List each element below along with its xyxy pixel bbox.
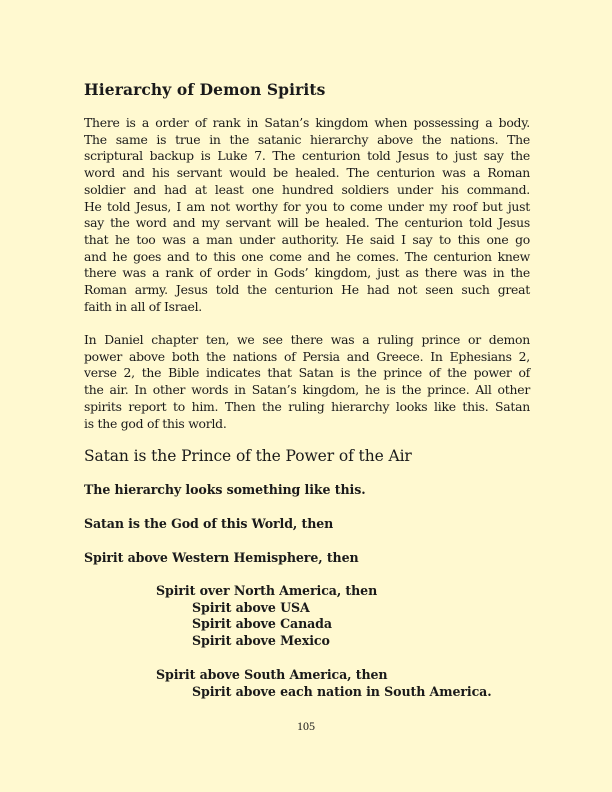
paragraph-line: The same is true in the satanic hierarchy above the nations. The	[84, 131, 530, 147]
hierarchy-level-south-america-nations: Spirit above each nation in South America.	[192, 684, 492, 699]
paragraph-2	[84, 332, 530, 432]
paragraph-line: verse 2, the Bible indicates that Satan is the prince of the power of	[84, 365, 530, 381]
paragraph-line: power above both the nations of Persia and Greece. In Ephesians 2,	[84, 348, 530, 364]
page-number: 105	[297, 719, 315, 733]
paragraph-line: spirits report to him. Then the ruling hierarchy looks like this. Satan	[84, 398, 530, 414]
paragraph-line: the air. In other words in Satan’s kingdom, he is the prince. All other	[84, 382, 530, 398]
paragraph-line: that he too was a man under authority. He said I say to this one go	[84, 231, 530, 247]
paragraph-line: In Daniel chapter ten, we see there was a ruling prince or demon	[84, 332, 530, 347]
subheading: Satan is the Prince of the Power of the Air	[84, 447, 412, 465]
paragraph-1	[84, 115, 530, 315]
paragraph-line: faith in all of Israel.	[84, 298, 202, 314]
hierarchy-level-usa: Spirit above USA	[192, 600, 310, 615]
hierarchy-intro: The hierarchy looks something like this.	[84, 482, 366, 497]
paragraph-line: soldier and had at least one hundred soldiers under his command.	[84, 181, 530, 197]
section-heading: Hierarchy of Demon Spirits	[84, 80, 326, 99]
hierarchy-level-mexico: Spirit above Mexico	[192, 633, 330, 648]
paragraph-line: word and his servant would be healed. The centurion was a Roman	[84, 165, 530, 181]
paragraph-line: There is a order of rank in Satan’s kingdom when possessing a body.	[84, 115, 530, 130]
paragraph-line: is the god of this world.	[84, 415, 227, 431]
hierarchy-level-satan: Satan is the God of this World, then	[84, 516, 334, 531]
hierarchy-level-north-america: Spirit over North America, then	[156, 583, 378, 598]
hierarchy-level-western-hemisphere: Spirit above Western Hemisphere, then	[84, 550, 359, 565]
hierarchy-level-canada: Spirit above Canada	[192, 616, 332, 631]
paragraph-line: and he goes and to this one come and he comes. The centurion knew	[84, 248, 530, 264]
paragraph-line: say the word and my servant will be healed. The centurion told Jesus	[84, 215, 530, 231]
paragraph-line: He told Jesus, I am not worthy for you to come under my roof but just	[84, 198, 530, 214]
paragraph-line: Roman army. Jesus told the centurion He had not seen such great	[84, 282, 530, 298]
paragraph-line: scriptural backup is Luke 7. The centurion told Jesus to just say the	[84, 148, 530, 164]
hierarchy-level-south-america: Spirit above South America, then	[156, 667, 388, 682]
paragraph-line: there was a rank of order in Gods’ kingdom, just as there was in the	[84, 265, 530, 281]
